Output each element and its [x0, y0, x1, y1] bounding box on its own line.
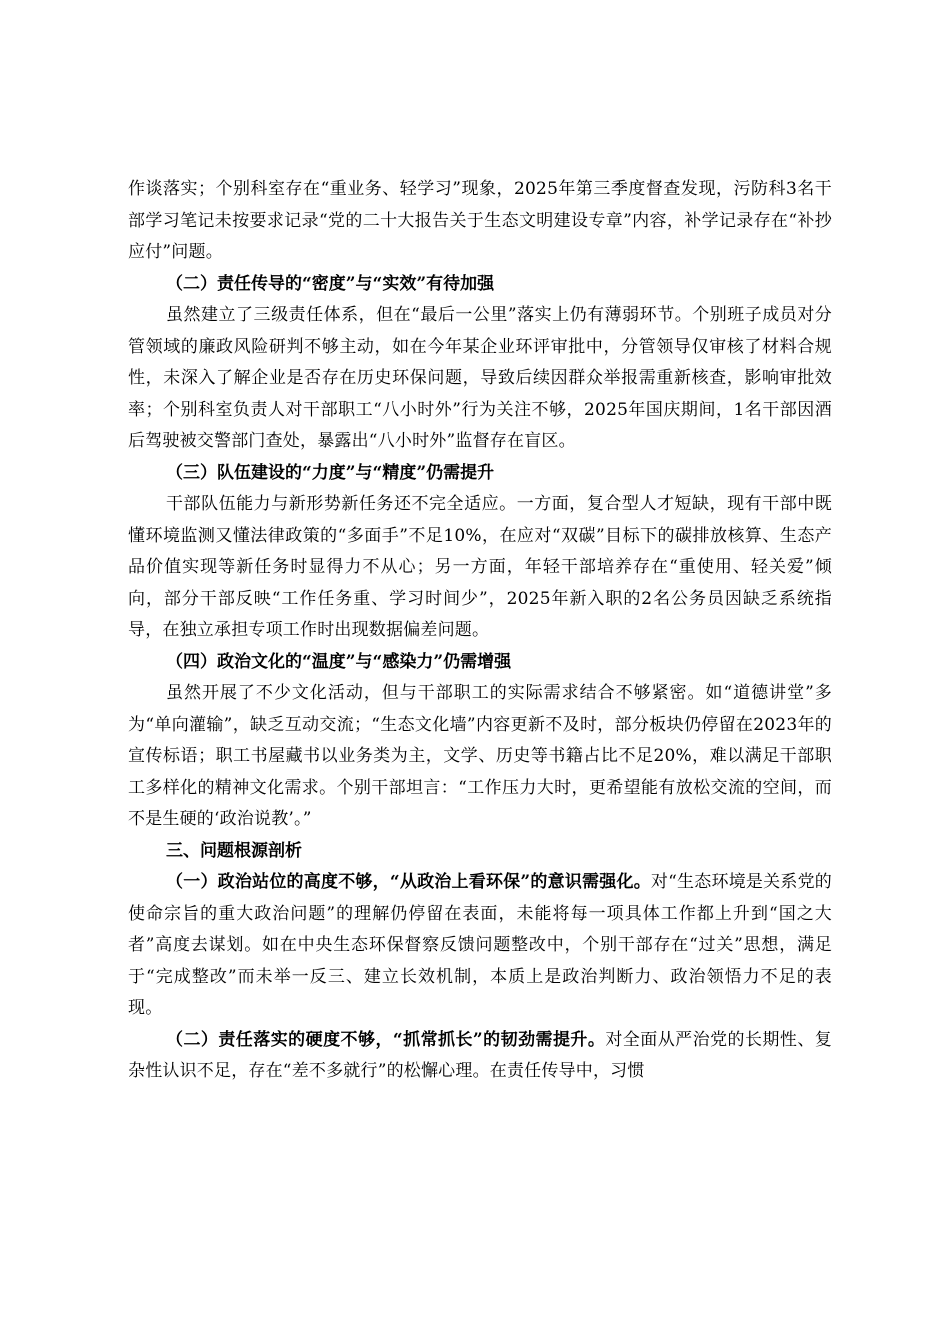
- subheading-political-culture: （四）政治文化的“温度”与“感染力”仍需增强: [166, 651, 512, 672]
- paragraph-text-responsibility-implementation: 对全面从严治党的长期性、复杂性认识不足，存在“差不多就行”的松懈心理。在责任传导中，习惯: [128, 1029, 832, 1081]
- subheading-team-building: （三）队伍建设的“力度”与“精度”仍需提升: [166, 462, 495, 483]
- paragraph-text-political-stance: 对“生态环境是关系党的使命宗旨的重大政治问题”的理解仍停留在表面，未能将每一项具体工作都上升到“国之大者”高度去谋划。如在中央生态环保督察反馈问题整改中，个别干部存在“过关”思想，满足于“完成整改”而未举一反三、建立长效机制，本质上是政治判断力、政治领悟力不足的表现。: [128, 872, 833, 1018]
- paragraph-political-stance: [128, 867, 832, 1025]
- paragraph-culture-activities: 虽然开展了不少文化活动，但与干部职工的实际需求结合不够紧密。如“道德讲堂”多为“单向灌输”，缺乏互动交流；“生态文化墙”内容更新不及时，部分板块仍停留在2023年的宣传标语；职工书屋藏书以业务类为主，文学、历史等书籍占比不足20%，难以满足干部职工多样化的精神文化需求。个别干部坦言：“工作压力大时，更希望能有放松交流的空间，而不是生硬的‘政治说教’。”: [128, 683, 832, 829]
- section-heading-root-causes: 三、问题根源剖析: [166, 840, 302, 861]
- subheading-responsibility-transmission: （二）责任传导的“密度”与“实效”有待加强: [166, 273, 495, 294]
- paragraph-responsibility-implementation: [128, 1025, 832, 1088]
- document-body: [128, 174, 832, 1088]
- paragraph-continuation: 作谈落实；个别科室存在“重业务、轻学习”现象，2025年第三季度督查发现，污防科3名干部学习笔记未按要求记录“党的二十大报告关于生态文明建设专章”内容，补学记录存在“补抄应付”问题。: [128, 179, 832, 262]
- paragraph-team-capability: 干部队伍能力与新形势新任务还不完全适应。一方面，复合型人才短缺，现有干部中既懂环境监测又懂法律政策的“多面手”不足10%，在应对“双碳”目标下的碳排放核算、生态产品价值实现等新任务时显得力不从心；另一方面，年轻干部培养存在“重使用、轻关爱”倾向，部分干部反映“工作任务重、学习时间少”，2025年新入职的2名公务员因缺乏系统指导，在独立承担专项工作时出现数据偏差问题。: [128, 494, 832, 640]
- paragraph-lead-responsibility-implementation: （二）责任落实的硬度不够，“抓常抓长”的韧劲需提升。: [166, 1029, 606, 1050]
- paragraph-lead-political-stance: （一）政治站位的高度不够，“从政治上看环保”的意识需强化。: [166, 872, 651, 892]
- paragraph-responsibility-system: 虽然建立了三级责任体系，但在“最后一公里”落实上仍有薄弱环节。个别班子成员对分管领域的廉政风险研判不够主动，如在今年某企业环评审批中，分管领导仅审核了材料合规性，未深入了解企业是否存在历史环保问题，导致后续因群众举报需重新核查，影响审批效率；个别科室负责人对干部职工“八小时外”行为关注不够，2025年国庆期间，1名干部因酒后驾驶被交警部门查处，暴露出“八小时外”监督存在盲区。: [128, 305, 832, 451]
